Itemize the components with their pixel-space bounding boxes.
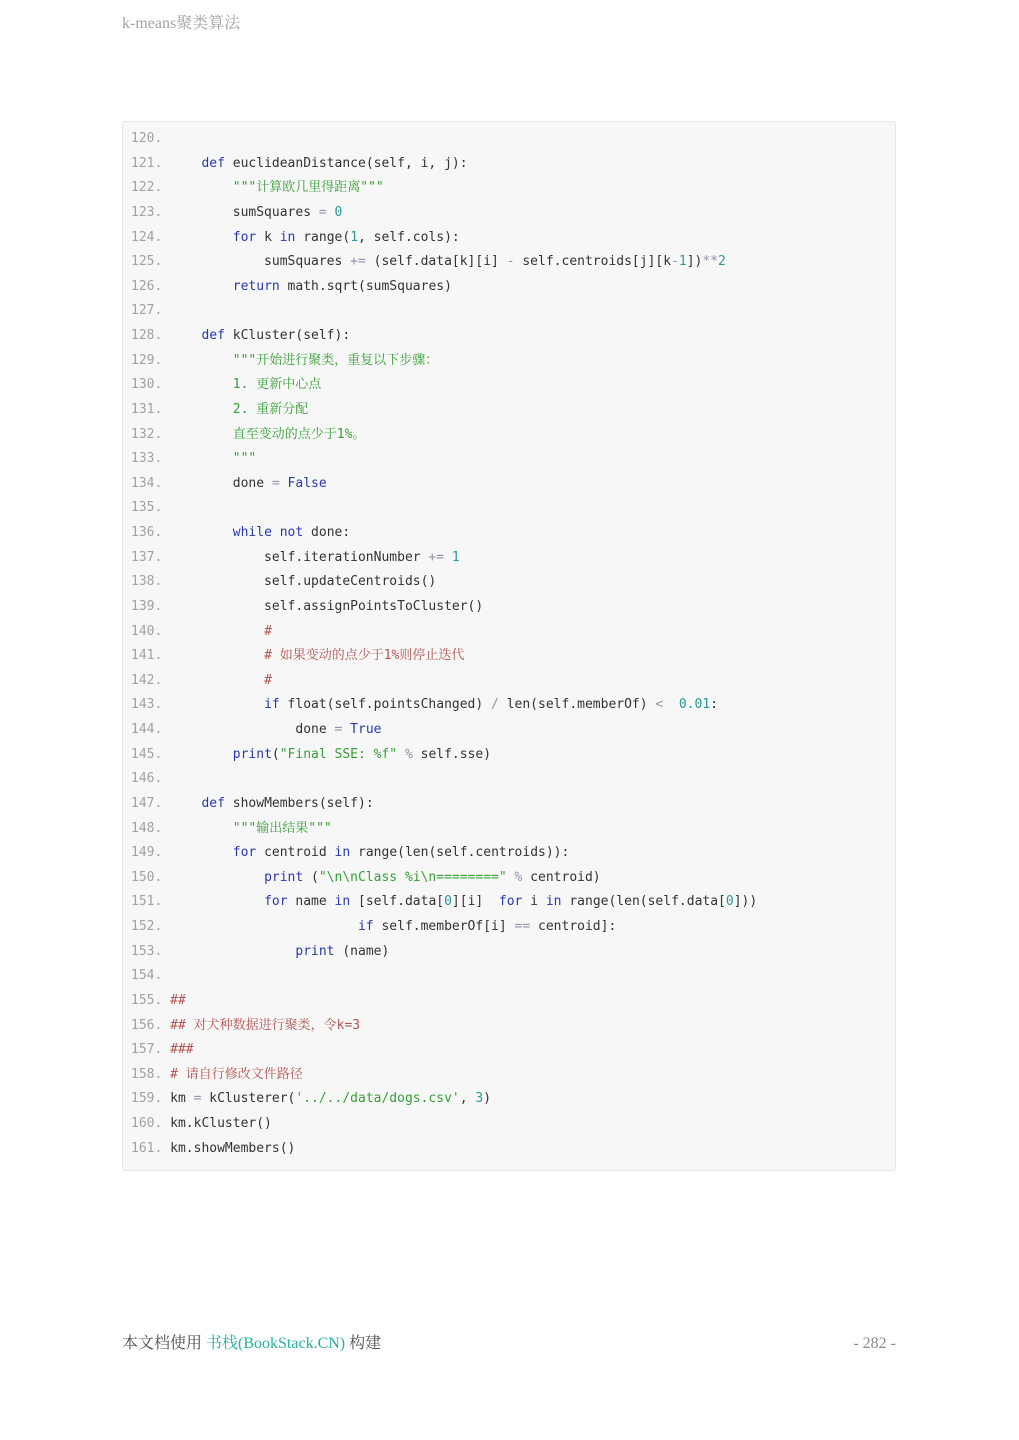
line-number: 158.: [131, 1066, 171, 1082]
code-token-pl: sumSquares: [170, 204, 319, 220]
code-token-str: '../../data/dogs.csv': [295, 1091, 460, 1107]
code-line: [131, 201, 885, 226]
code-token-pl: range(len(self.data[: [561, 894, 726, 910]
code-token-kw: print: [232, 746, 272, 762]
line-number: 127.: [131, 303, 171, 319]
line-number: 125.: [131, 254, 171, 270]
code-token-pl: ])): [733, 894, 758, 910]
code-line: [131, 472, 885, 497]
code-token-pl: self.sse): [412, 746, 492, 762]
code-token-pl: [170, 353, 233, 368]
code-token-pl: i: [522, 894, 546, 910]
code-token-com: ###: [170, 1042, 194, 1058]
code-token-pl: [170, 673, 264, 688]
code-token-pl: range(: [295, 229, 351, 245]
code-token-num: 3: [475, 1091, 484, 1107]
code-token-pl: (name): [334, 943, 390, 959]
code-line: [131, 644, 885, 669]
code-token-com: ## 对犬种数据进行聚类，令k=3: [170, 1017, 361, 1033]
code-token-kw: print: [264, 869, 304, 885]
code-token-kw: if: [357, 919, 374, 934]
code-token-pl: [663, 697, 679, 712]
code-token-pl: :: [710, 697, 719, 713]
code-token-pl: centroid]:: [530, 919, 617, 934]
code-line: [131, 890, 885, 915]
line-number: 142.: [131, 672, 171, 688]
code-token-pl: [170, 919, 358, 934]
line-number: 161.: [131, 1140, 171, 1156]
code-line: [131, 792, 885, 817]
code-line: [131, 989, 885, 1014]
line-number: 144.: [131, 722, 171, 737]
code-token-pl: [170, 402, 233, 417]
code-token-op: =: [193, 1091, 202, 1107]
code-token-pl: km.kCluster(): [170, 1116, 272, 1131]
code-token-num: 0: [444, 894, 452, 910]
code-token-pl: km.showMembers(): [170, 1140, 296, 1156]
code-token-kw: not: [279, 525, 304, 540]
code-line: [131, 349, 885, 374]
code-line: [131, 669, 885, 694]
line-number: 148.: [131, 820, 171, 836]
line-number: 137.: [131, 549, 171, 565]
line-number: 156.: [131, 1017, 171, 1033]
code-token-kw: for: [232, 229, 257, 245]
code-token-pl: len(self.memberOf): [498, 697, 656, 713]
code-token-com: # 如果变动的点少于1%则停止迭代: [264, 648, 465, 664]
code-line: [131, 743, 885, 768]
line-number: 149.: [131, 845, 171, 861]
line-number: 128.: [131, 328, 171, 343]
code-line: [131, 1112, 885, 1137]
line-number: 146.: [131, 771, 171, 787]
code-token-num: 1: [678, 254, 687, 270]
line-number: 157.: [131, 1042, 171, 1058]
code-token-op: =: [334, 722, 343, 737]
code-token-pl: [397, 747, 405, 762]
code-token-pl: km: [170, 1091, 194, 1107]
code-token-op: /: [491, 697, 499, 713]
code-token-op: <: [655, 697, 664, 713]
code-token-pl: self.centroids[j][k: [514, 254, 672, 270]
code-line: [131, 447, 885, 472]
line-number: 152.: [131, 919, 171, 934]
code-token-pl: ,: [459, 1091, 476, 1107]
code-token-num: 2: [718, 254, 726, 270]
line-number: 143.: [131, 697, 171, 713]
code-line: [131, 324, 885, 349]
code-token-pl: [170, 180, 233, 195]
code-token-str: """: [232, 451, 257, 467]
code-token-num: 0: [725, 894, 734, 910]
code-token-kw: False: [287, 475, 327, 491]
code-token-kw: for: [264, 894, 288, 910]
code-token-pl: [272, 525, 280, 540]
line-number: 135.: [131, 500, 171, 516]
page-footer: [122, 1330, 896, 1353]
line-number: 160.: [131, 1116, 171, 1131]
code-line: [131, 423, 885, 448]
code-token-pl: name: [287, 894, 335, 910]
code-token-pl: [327, 205, 335, 220]
code-token-pl: ]): [686, 254, 703, 270]
line-number: 151.: [131, 894, 171, 910]
code-line: [131, 546, 885, 571]
code-line: [131, 1014, 885, 1039]
code-token-str: 1. 更新中心点: [232, 377, 322, 393]
code-token-pl: [170, 697, 264, 712]
line-number: 141.: [131, 648, 171, 664]
code-token-pl: self.memberOf[i]: [373, 919, 515, 934]
code-token-op: =: [271, 475, 280, 491]
code-token-pl: [170, 279, 233, 294]
code-token-num: 0.01: [678, 697, 711, 713]
code-token-kw: if: [264, 697, 280, 713]
code-token-pl: done: [170, 722, 335, 737]
line-number: 124.: [131, 229, 171, 245]
code-line: [131, 915, 885, 940]
code-token-pl: [280, 476, 288, 491]
code-token-op: +=: [350, 254, 366, 270]
footer-credit-prefix: 本文档使用: [122, 1335, 207, 1352]
code-token-pl: ): [483, 1091, 492, 1107]
line-number: 132.: [131, 426, 171, 442]
line-number: 130.: [131, 377, 171, 393]
code-line: [131, 1038, 885, 1063]
line-number: 121.: [131, 155, 171, 171]
line-number: 139.: [131, 598, 171, 614]
code-token-pl: kCluster(self):: [224, 328, 351, 343]
code-token-pl: [170, 821, 233, 836]
code-token-kw: def: [201, 155, 225, 171]
code-token-pl: ][i]: [451, 894, 499, 910]
code-line: [131, 1063, 885, 1088]
code-token-kw: for: [232, 845, 257, 861]
code-token-pl: [self.data[: [350, 894, 445, 910]
code-token-pl: [170, 230, 233, 245]
code-token-pl: done: [170, 475, 272, 491]
line-number: 136.: [131, 525, 171, 540]
footer-credit: [122, 1330, 381, 1353]
code-token-kw: while: [232, 525, 272, 540]
line-number: 120.: [131, 131, 171, 146]
line-number: 129.: [131, 352, 171, 368]
code-line: [131, 620, 885, 645]
code-token-op: -: [506, 254, 515, 270]
page-title: k-means聚类算法: [122, 15, 241, 32]
code-token-pl: [507, 870, 515, 885]
line-number: 150.: [131, 869, 171, 885]
code-token-pl: [170, 648, 264, 663]
line-number: 131.: [131, 401, 171, 417]
code-token-pl: [170, 427, 233, 442]
code-token-pl: [170, 328, 201, 343]
code-token-pl: k: [256, 229, 280, 245]
code-token-com: #: [264, 672, 272, 688]
code-token-op: **: [702, 254, 719, 270]
code-line: [131, 127, 885, 152]
code-token-pl: [170, 451, 233, 466]
code-token-kw: in: [545, 894, 562, 910]
code-token-pl: [170, 525, 233, 540]
code-token-pl: [170, 870, 264, 885]
code-token-str: """开始进行聚类，重复以下步骤：: [232, 352, 439, 368]
code-line: [131, 299, 885, 324]
code-token-op: %: [514, 869, 523, 885]
code-token-kw: def: [201, 328, 225, 343]
code-token-pl: (: [303, 869, 319, 885]
code-token-com: ##: [170, 992, 186, 1008]
code-token-pl: self.iterationNumber: [170, 549, 429, 565]
code-block: [122, 121, 896, 1171]
code-token-pl: centroid: [256, 845, 335, 861]
code-line: [131, 373, 885, 398]
code-token-pl: showMembers(self):: [224, 795, 374, 811]
code-token-pl: euclideanDistance(self, i, j):: [224, 155, 468, 171]
code-token-pl: [170, 624, 264, 639]
code-token-pl: [170, 845, 233, 860]
code-token-kw: in: [334, 845, 351, 861]
code-token-com: # 请自行修改文件路径: [170, 1066, 303, 1082]
code-token-str: "Final SSE: %f": [279, 746, 398, 762]
code-token-kw: for: [498, 894, 523, 910]
code-token-pl: (self.data[k][i]: [365, 254, 507, 270]
code-token-kw: def: [201, 795, 225, 811]
code-line: [131, 866, 885, 891]
code-line: [131, 817, 885, 842]
code-token-pl: [170, 377, 233, 392]
code-token-str: 2. 重新分配: [232, 401, 309, 417]
code-token-op: %: [404, 746, 413, 762]
line-number: 153.: [131, 943, 171, 959]
code-line: [131, 226, 885, 251]
code-line: [131, 1087, 885, 1112]
code-token-pl: done:: [303, 525, 351, 540]
code-line: [131, 595, 885, 620]
code-token-pl: self.assignPointsToCluster(): [170, 598, 484, 614]
code-token-str: """输出结果""": [232, 820, 332, 836]
line-number: 122.: [131, 180, 171, 196]
code-token-pl: [170, 747, 233, 762]
footer-credit-suffix: 构建: [345, 1335, 382, 1352]
line-number: 138.: [131, 574, 171, 590]
code-token-pl: sumSquares: [170, 254, 351, 270]
code-token-pl: range(len(self.centroids)):: [350, 845, 570, 861]
code-line: [131, 693, 885, 718]
code-token-op: +=: [428, 549, 445, 565]
code-token-num: 1: [451, 549, 460, 565]
code-token-pl: [444, 550, 452, 565]
code-token-pl: [170, 156, 201, 171]
code-token-kw: in: [279, 229, 296, 245]
code-token-str: 直至变动的点少于1%。: [232, 426, 366, 442]
code-token-pl: float(self.pointsChanged): [279, 697, 492, 713]
bookstack-link[interactable]: 书栈(BookStack.CN): [206, 1335, 346, 1352]
code-line: [131, 250, 885, 275]
line-number: 155.: [131, 992, 171, 1008]
code-token-com: #: [264, 623, 272, 639]
code-token-pl: kClusterer(: [201, 1091, 296, 1107]
code-token-pl: self.updateCentroids(): [170, 574, 437, 590]
code-token-kw: print: [295, 943, 335, 959]
code-token-kw: True: [350, 722, 382, 737]
code-line: [131, 176, 885, 201]
line-number: 145.: [131, 746, 171, 762]
code-line: [131, 841, 885, 866]
code-token-op: -: [671, 254, 679, 270]
code-token-pl: [170, 796, 201, 811]
line-number: 154.: [131, 968, 171, 984]
code-line: [131, 964, 885, 989]
code-token-pl: [342, 722, 350, 737]
code-line: [131, 398, 885, 423]
code-token-kw: return: [232, 278, 280, 294]
code-line: [131, 767, 885, 792]
code-token-pl: centroid): [522, 869, 601, 885]
line-number: 159.: [131, 1091, 171, 1107]
code-token-num: 0: [334, 204, 343, 220]
line-number: 140.: [131, 623, 171, 639]
code-line: [131, 1137, 885, 1162]
code-token-pl: [170, 944, 295, 959]
line-number: 147.: [131, 795, 171, 811]
line-number: 123.: [131, 204, 171, 220]
code-token-pl: , self.cols):: [358, 229, 460, 245]
code-token-pl: math.sqrt(sumSquares): [279, 278, 452, 294]
code-token-str: """计算欧几里得距离""": [232, 180, 384, 196]
code-token-pl: [170, 894, 264, 909]
code-line: [131, 152, 885, 177]
code-token-num: 1: [350, 229, 359, 245]
code-token-pl: (: [271, 746, 280, 762]
line-number: 133.: [131, 451, 171, 467]
code-line: [131, 718, 885, 743]
line-number: 126.: [131, 278, 171, 294]
code-line: [131, 940, 885, 965]
code-line: [131, 496, 885, 521]
code-line: [131, 275, 885, 300]
line-number: 134.: [131, 475, 171, 491]
page-number: - 282 -: [853, 1335, 896, 1352]
code-line: [131, 570, 885, 595]
code-token-kw: in: [334, 894, 351, 910]
code-token-op: ==: [514, 919, 531, 934]
code-line: [131, 521, 885, 546]
code-token-op: =: [318, 204, 327, 220]
code-token-str: "\n\nClass %i\n========": [318, 869, 507, 885]
